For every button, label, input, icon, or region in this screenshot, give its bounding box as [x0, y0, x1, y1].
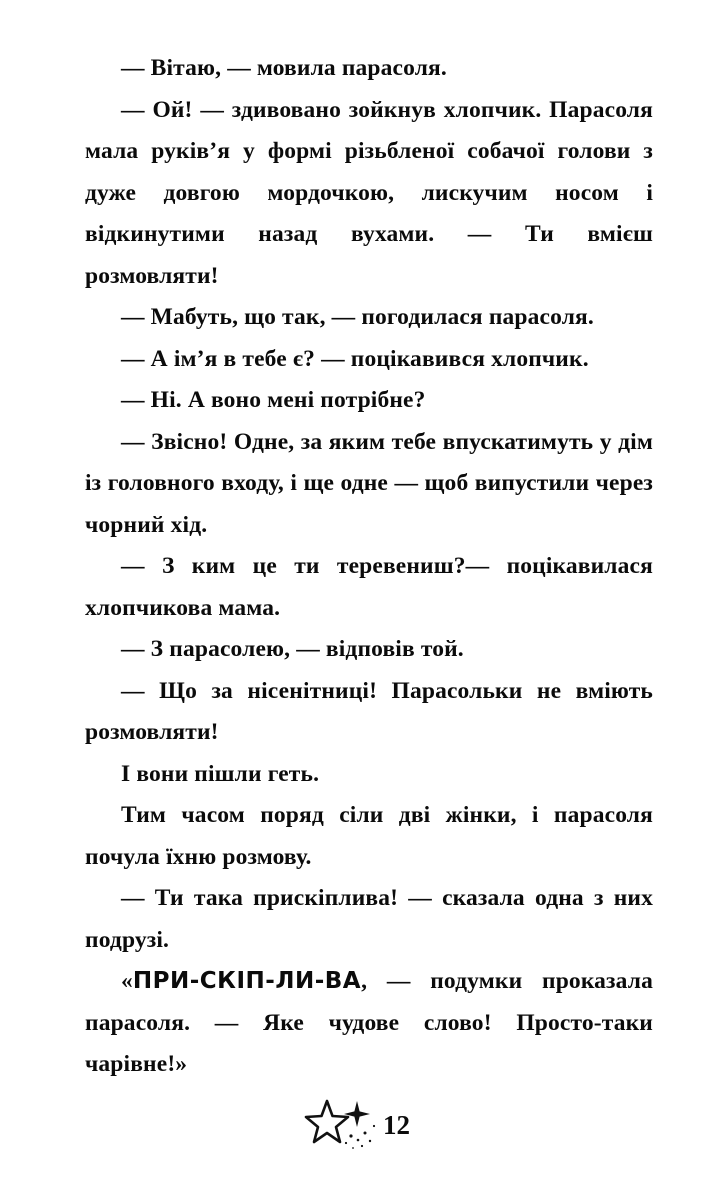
paragraph: — Що за нісенітниці! Парасольки не вміють розмовляти!: [85, 677, 653, 745]
paragraph-final: [85, 961, 653, 1086]
paragraph: — Ні. А воно мені потрібне?: [121, 387, 426, 413]
paragraph: — Ой! — здивовано зойкнув хлопчик. Парасоля мала руків’я у формі різьбленої собачої голови з дуже довгою мордочкою, лискучим носом і відкинутими назад вухами. — Ти вмієш розмовляти!: [85, 96, 653, 289]
paragraph: — Ти така прискіплива! — сказала одна з них подрузі.: [85, 885, 653, 953]
paragraph: — З парасолею, — відповів той.: [121, 636, 464, 662]
paragraph: Тим часом поряд сіли дві жінки, і парасоля почула їхню розмову.: [85, 802, 653, 870]
paragraph: — Вітаю, — мовила парасоля.: [121, 55, 447, 81]
page-body: [85, 48, 653, 1086]
paragraph: — А ім’я в тебе є? — поцікавився хлопчик.: [121, 345, 589, 372]
page-footer: [0, 1092, 711, 1156]
paragraph: — Мабуть, що так, — погодилася парасоля.: [121, 304, 594, 330]
paragraph: — З ким це ти теревениш?— поцікавилася хлопчикова мама.: [85, 553, 653, 621]
paragraph: І вони пішли геть.: [121, 760, 320, 787]
star-sparkle-ornament-icon: [301, 1095, 397, 1153]
paragraph: — Звісно! Одне, за яким тебе впускатимуть у дім із головного входу, і ще одне — щоб випустили через чорний хід.: [85, 428, 653, 538]
page-number: 12: [383, 1109, 410, 1140]
quote-open: «: [121, 968, 133, 994]
paragraph-final-rest: , — подумки проказала парасоля. — Яке чудове слово! Просто-таки чарівне!»: [85, 968, 653, 1077]
stylized-word: ПРИ-СКІП-ЛИ-ВА: [132, 968, 362, 994]
